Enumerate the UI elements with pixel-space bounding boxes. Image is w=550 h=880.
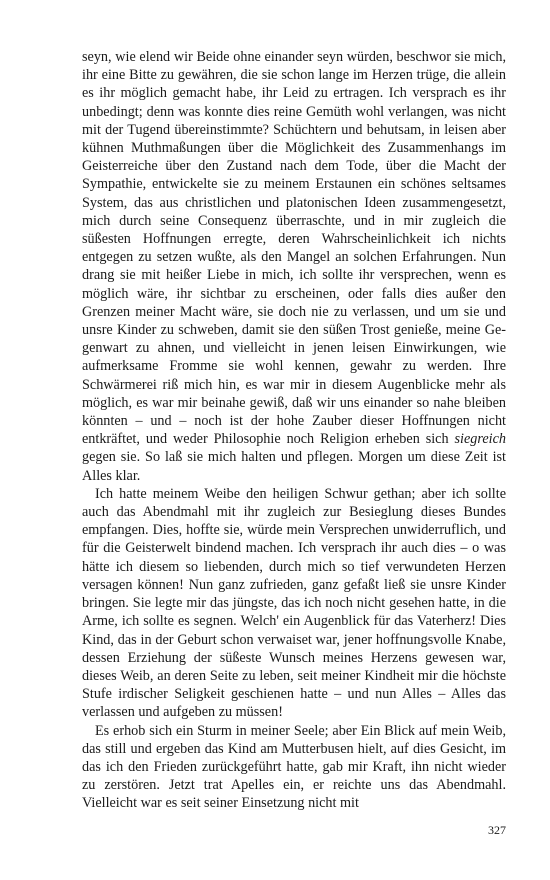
paragraph-2-text: Ich hatte meinem Weibe den heiligen Schwur gethan; aber ich sollte auch das Abendmahl mit ihr zugleich zur Besieglung dieses Bundes empfangen. Dies, hoffte sie, würde mein Versprechen unwiderruflich, und für die Geisterwelt bindend machen. Ich versprach ihr auch dies – o was hätte ich diesem so liebenden, durch mich so tief verwundeten Herzen versagen können! Nun ganz zufrieden, ganz gefaßt ließ sie unsre Kinder bringen. Sie legte mir das jüngste, das ich noch nicht gesehen hatte, in die Arme, ich sollte es segnen. Welch' ein Augenblick für das Vaterherz! Dies Kind, das in der Geburt schon verwaiset war, jener hoffnungsvolle Knabe, dessen Erziehung der süßeste Wunsch meines Herzens gewesen war, dieses Weib, an deren Seite zu leben, seit meiner Kindheit mir die höchste Stufe irdischer Seligkeit geschienen hatte – und nun Alles – Alles das verlassen und aufgeben zu müssen! [82, 485, 506, 721]
paragraph-1-text-a: seyn, wie elend wir Beide ohne einander seyn würden, beschwor sie mich, ihr eine Bitte zu gewähren, die sie schon lange im Herzen trüge, die allein es ihr möglich gemacht habe, ihr Leid zu ertragen. Ich versprach es ihr unbedingt; denn was konnte dies reine Gemüth wohl verlangen, was nicht mit der Tugend übereinstimmte? Schüchtern und behutsam, in leisen aber kühnen Muthmaßungen über die Möglichkeit des Zusammenhangs im Geisterreiche über den Zustand nach dem Tode, über die Macht der Sympathie, entwickelte sie zu meinem Erstaunen ein schönes seltsames System, das aus christlichen und platonischen Ideen zusammengesetzt, mich durch seine Consequenz überraschte, und in mir zugleich die süßesten Hoffnungen erregte, deren Wahrscheinlichkeit ich nichts entgegen zu setzen wußte, als den Mangel an solchen Erfahrungen. Nun drang sie mit heißer Liebe in mich, ich sollte ihr versprechen, wenn es möglich wäre, ihr sichtbar zu erscheinen, oder falls dies außer den Grenzen meiner Macht wäre, sie doch nie zu verlassen, und um sie und unsre Kinder zu schweben, damit sie den süßen Trost genieße, meine Gegenwart zu ahnen, und vielleicht in jenen leisen Einwirkungen, wie aufmerksame Fromme sie wohl kennen, gewahr zu werden. Ihre Schwärmerei riß mich hin, es war mir in diesem Augenblicke mehr als möglich, es war mir beinahe gewiß, daß wir uns einander so nahe bleiben könnten – und – noch ist der hohe Zauber dieser Hoffnungen nicht entkräftet, und weder Philosophie noch Religion erheben sich [82, 49, 506, 448]
paragraph-1 [82, 48, 506, 485]
page-body [82, 48, 506, 813]
paragraph-2 [82, 485, 506, 722]
paragraph-3 [82, 722, 506, 813]
paragraph-1-text-b: gegen sie. So laß sie mich halten und pflegen. Morgen um diese Zeit ist Alles klar. [82, 449, 506, 484]
paragraph-3-text: Es erhob sich ein Sturm in meiner Seele; aber Ein Blick auf mein Weib, das still und ergeben das Kind am Mutterbusen hielt, auf dies Gesicht, im das ich den Frieden zurückgeführt hatte, gab mir Kraft, ihn nicht wieder zu zerstören. Jetzt trat Apelles ein, er reichte uns das Abendmahl. Vielleicht war es seit seiner Einsetzung nicht mit [82, 722, 506, 812]
paragraph-1-italic-word: siegreich [454, 431, 506, 448]
page-number: 327 [488, 823, 506, 837]
